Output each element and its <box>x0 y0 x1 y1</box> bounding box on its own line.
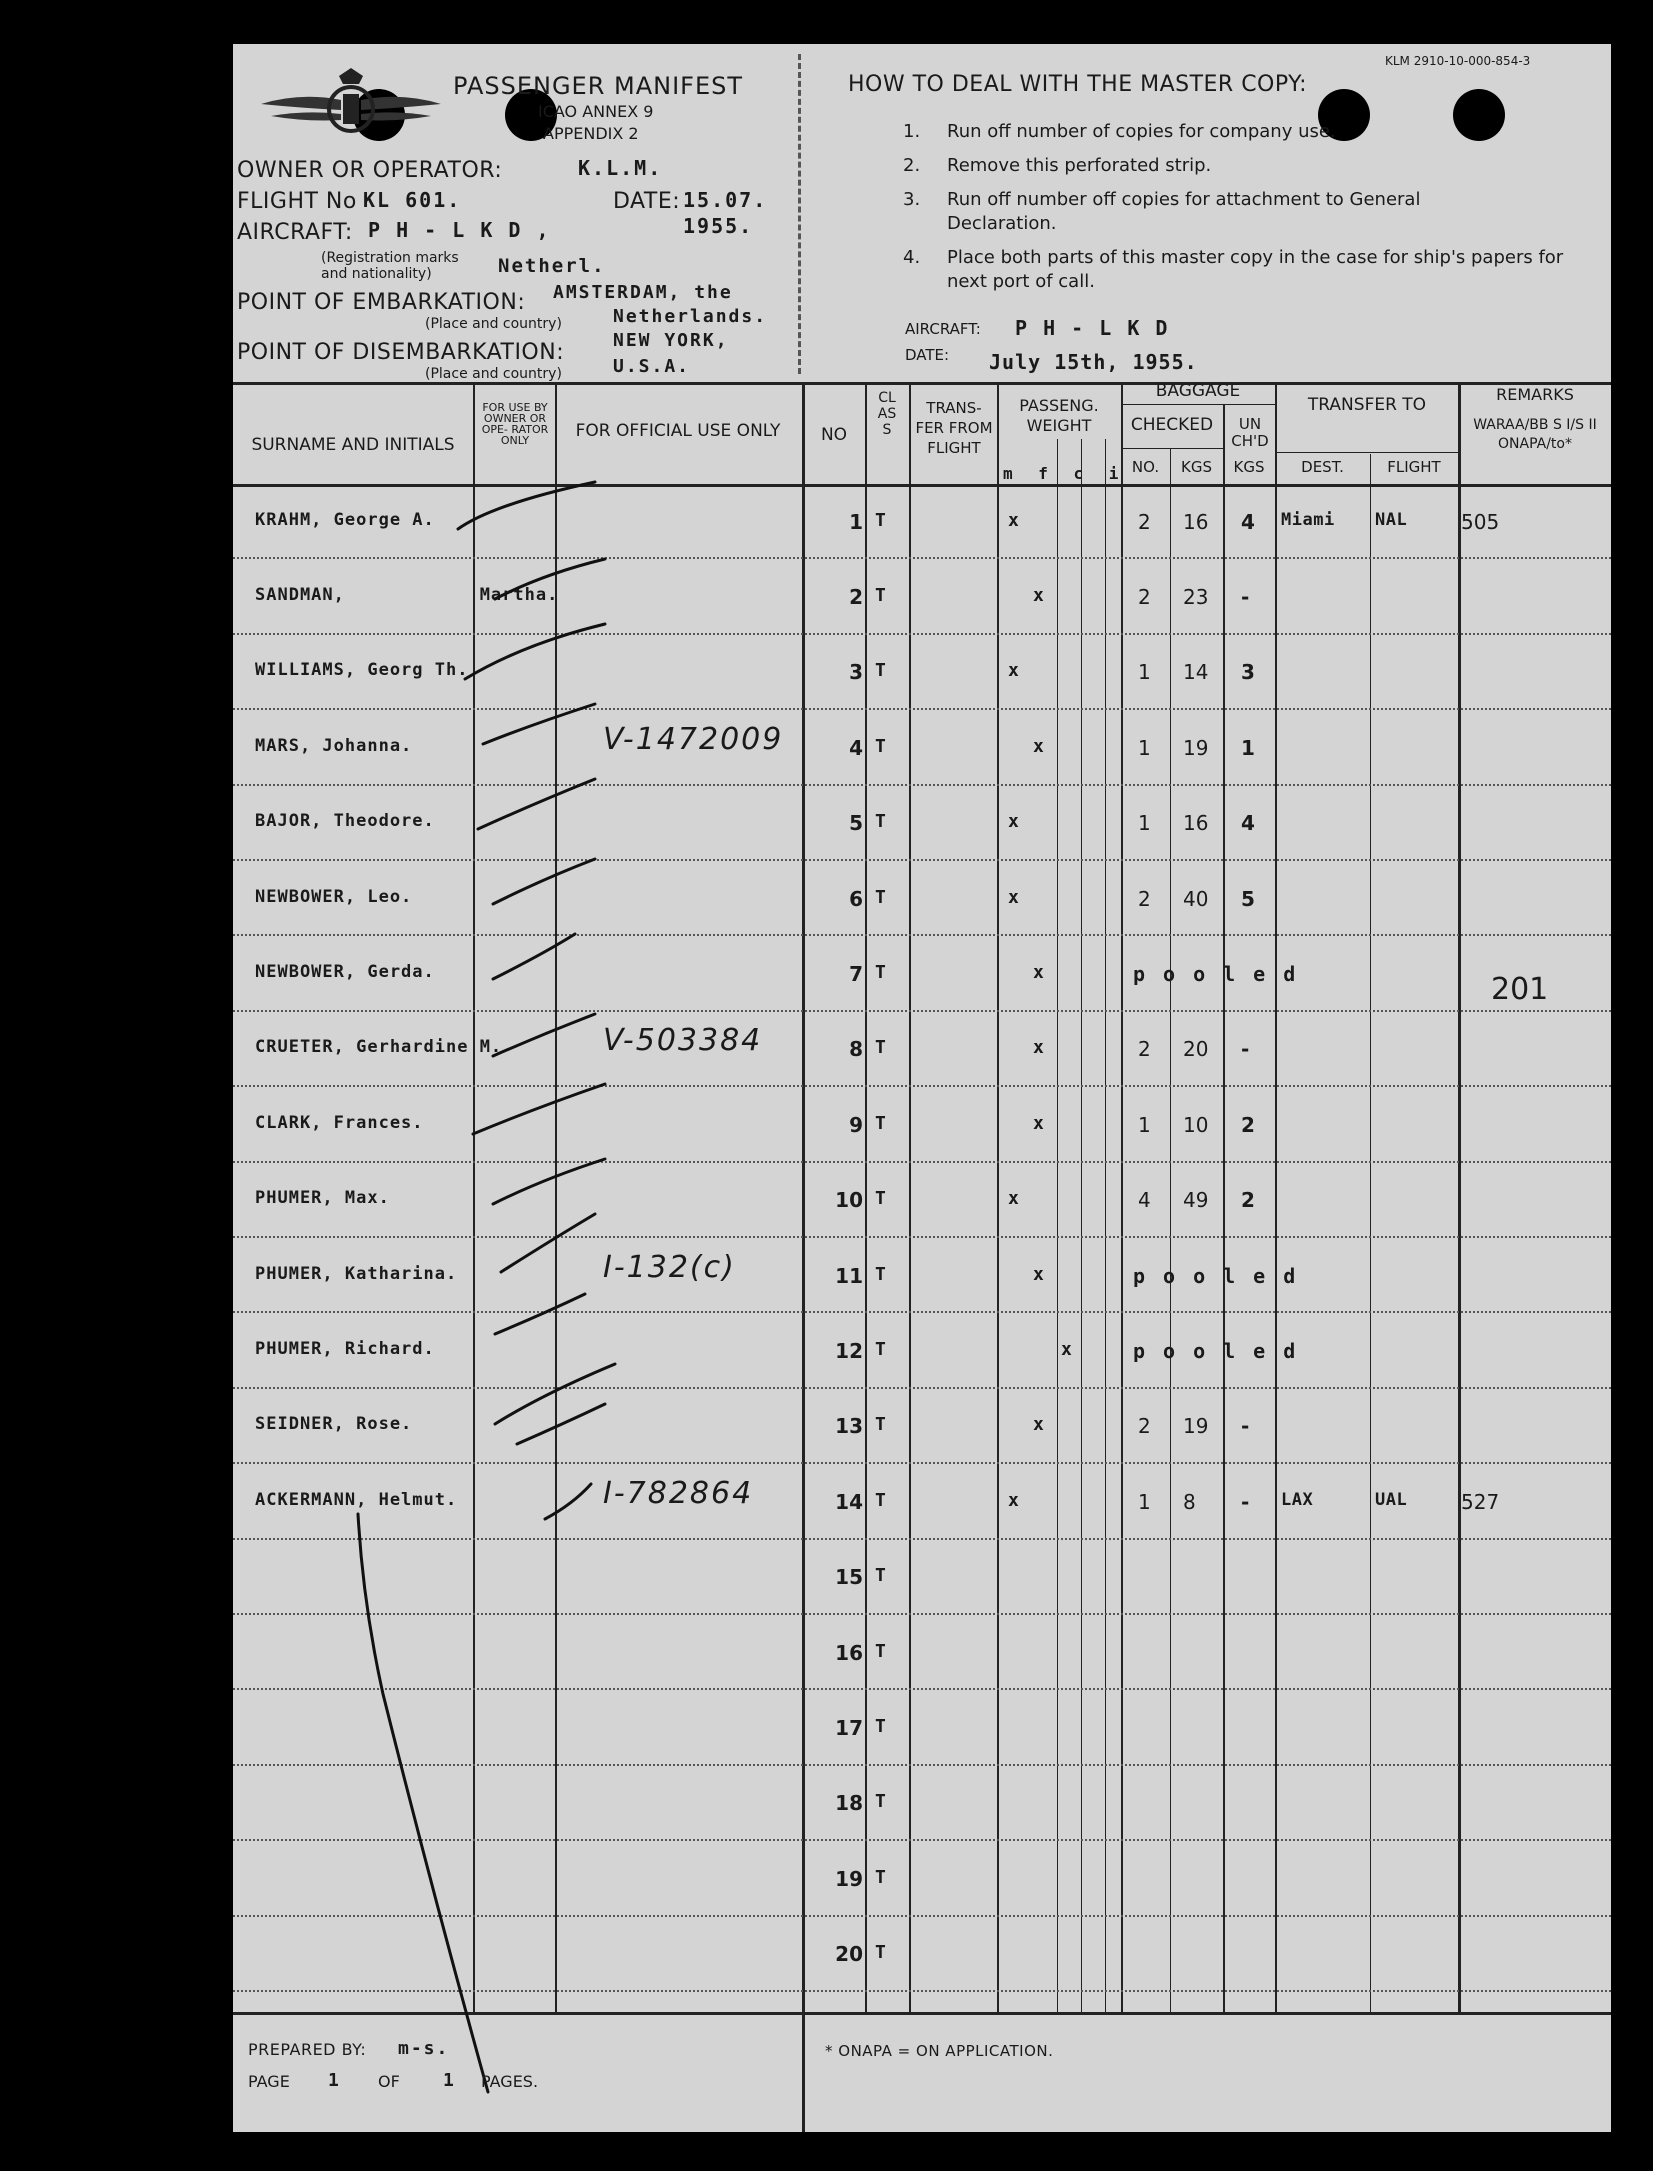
right-aircraft-label: AIRCRAFT: <box>905 320 981 338</box>
embark-value-2: Netherlands. <box>613 306 768 327</box>
table-row <box>233 936 1611 1011</box>
table-row <box>233 861 1611 936</box>
passenger-name: WILLIAMS, Georg Th. <box>255 660 469 681</box>
baggage-count: 1 <box>1138 811 1151 836</box>
instruction-text: Remove this perforated strip. <box>947 155 1212 176</box>
row-number: 17 <box>835 1716 863 1741</box>
baggage-count: 4 <box>1138 1188 1151 1213</box>
row-number: 3 <box>849 660 863 685</box>
row-class: T <box>875 1866 888 1888</box>
col-unchecked: UN CH'D <box>1231 415 1269 450</box>
row-number: 10 <box>835 1188 863 1213</box>
row-class: T <box>875 1640 888 1662</box>
passenger-name: CRUETER, Gerhardine M. <box>255 1037 503 1058</box>
baggage-count: 2 <box>1138 1037 1151 1062</box>
row-number: 7 <box>849 962 863 987</box>
baggage-pooled: pooled <box>1133 1263 1314 1288</box>
weight-mark: x <box>1033 962 1046 984</box>
passenger-name: PHUMER, Richard. <box>255 1339 435 1360</box>
row-class: T <box>875 1037 888 1059</box>
remarks-value: 527 <box>1461 1489 1500 1514</box>
embark-place-note: (Place and country) <box>425 316 562 332</box>
table-row <box>233 1087 1611 1162</box>
unchecked-kgs: - <box>1241 585 1250 610</box>
remarks-value: 201 <box>1491 972 1549 1008</box>
passenger-name: MARS, Johanna. <box>255 735 413 756</box>
row-class: T <box>875 1263 888 1285</box>
klm-logo <box>251 64 451 154</box>
disembark-place-note: (Place and country) <box>425 366 562 382</box>
page-label: PAGE <box>248 2072 290 2091</box>
instructions-list <box>903 120 1593 294</box>
prepared-label: PREPARED BY: <box>248 2040 367 2059</box>
row-class: T <box>875 1791 888 1813</box>
row-class: T <box>875 962 888 984</box>
row-class: T <box>875 1414 888 1436</box>
pages-label: PAGES. <box>481 2072 539 2091</box>
row-number: 8 <box>849 1037 863 1062</box>
weight-mark: x <box>1033 1263 1046 1285</box>
table-row <box>233 1766 1611 1841</box>
passenger-name: ACKERMANN, Helmut. <box>255 1489 458 1510</box>
row-number: 19 <box>835 1866 863 1891</box>
flight-value: KL 601. <box>363 188 462 212</box>
passenger-name: KRAHM, George A. <box>255 509 435 530</box>
weight-mark: x <box>1008 1188 1021 1210</box>
unchecked-kgs: - <box>1241 1489 1250 1514</box>
unchecked-kgs: 1 <box>1241 735 1255 760</box>
table-row <box>233 484 1611 559</box>
form-annex: ICAO ANNEX 9 <box>538 102 654 121</box>
baggage-count: 2 <box>1138 585 1151 610</box>
unchecked-kgs: 2 <box>1241 1112 1255 1137</box>
baggage-pooled: pooled <box>1133 962 1314 987</box>
baggage-kgs: 10 <box>1183 1112 1209 1137</box>
col-transfer-to: TRANSFER TO <box>1307 395 1427 415</box>
form-code: KLM 2910-10-000-854-3 <box>1385 54 1531 68</box>
table-row <box>233 1841 1611 1916</box>
instruction-text: Run off number of copies for company use. <box>947 121 1336 142</box>
col-bag-no: NO. <box>1131 458 1160 476</box>
row-class: T <box>875 1716 888 1738</box>
baggage-kgs: 14 <box>1183 660 1209 685</box>
table-row <box>233 1690 1611 1765</box>
table-row <box>233 1917 1611 1992</box>
official-use-value: V-503384 <box>603 1023 763 1059</box>
transfer-rule <box>1275 452 1458 453</box>
row-class: T <box>875 509 888 531</box>
row-number: 2 <box>849 585 863 610</box>
row-number: 15 <box>835 1565 863 1590</box>
row-number: 16 <box>835 1640 863 1665</box>
onapa-note: * ONAPA = ON APPLICATION. <box>825 2042 1054 2060</box>
baggage-count: 1 <box>1138 660 1151 685</box>
passenger-name: SANDMAN, Martha. <box>255 585 559 606</box>
flight-label: FLIGHT No <box>237 189 357 214</box>
col-remarks-sub: WARAA/BB S I/S II ONAPA/to* <box>1473 417 1597 452</box>
table-row <box>233 710 1611 785</box>
aircraft-label: AIRCRAFT: <box>237 220 353 245</box>
table-row <box>233 1238 1611 1313</box>
form-appendix: APPENDIX 2 <box>543 124 639 143</box>
passenger-name: NEWBOWER, Leo. <box>255 886 413 907</box>
col-official-use: FOR OFFICIAL USE ONLY <box>575 421 781 441</box>
unchecked-kgs: - <box>1241 1414 1250 1439</box>
reg-note-2: and nationality) <box>321 266 432 282</box>
weight-mark: x <box>1008 660 1021 682</box>
transfer-dest: LAX <box>1281 1489 1314 1510</box>
weight-mark: x <box>1008 1489 1021 1511</box>
perforation-line <box>798 54 801 374</box>
baggage-count: 1 <box>1138 735 1151 760</box>
baggage-kgs: 16 <box>1183 509 1209 534</box>
weight-mark: x <box>1033 1414 1046 1436</box>
table-row <box>233 1540 1611 1615</box>
row-class: T <box>875 1489 888 1511</box>
baggage-kgs: 49 <box>1183 1188 1209 1213</box>
of-label: OF <box>378 2072 400 2091</box>
prepared-value: m-s. <box>398 2038 450 2059</box>
col-dest: DEST. <box>1301 458 1344 476</box>
row-class: T <box>875 1339 888 1361</box>
passenger-name: CLARK, Frances. <box>255 1112 424 1133</box>
table-row <box>233 1163 1611 1238</box>
date-value-2: 1955. <box>683 214 754 238</box>
col-class: CLASS <box>877 390 897 438</box>
unchecked-kgs: 2 <box>1241 1188 1255 1213</box>
instruction-text: Place both parts of this master copy in the case for ship's papers for next port of call. <box>947 247 1564 292</box>
aircraft-value: P H - L K D , <box>368 218 551 242</box>
col-remarks: REMARKS <box>1496 385 1574 404</box>
passenger-name: PHUMER, Katharina. <box>255 1263 458 1284</box>
page-total: 1 <box>443 2070 456 2091</box>
weight-mark: x <box>1033 1112 1046 1134</box>
unchecked-kgs: - <box>1241 1037 1250 1062</box>
form-title: PASSENGER MANIFEST <box>453 72 744 100</box>
baggage-count: 2 <box>1138 509 1151 534</box>
reg-note-1: (Registration marks <box>321 250 459 266</box>
baggage-pooled: pooled <box>1133 1339 1314 1364</box>
owner-value: K.L.M. <box>578 156 663 180</box>
transfer-dest: Miami <box>1281 509 1335 530</box>
date-value-1: 15.07. <box>683 188 768 212</box>
embark-label: POINT OF EMBARKATION: <box>237 290 526 315</box>
weight-mark: x <box>1033 1037 1046 1059</box>
row-class: T <box>875 886 888 908</box>
col-weight-sub: m f c i <box>1003 464 1127 483</box>
col-unch-kgs: KGS <box>1233 458 1265 476</box>
passenger-name: PHUMER, Max. <box>255 1188 390 1209</box>
row-number: 9 <box>849 1112 863 1137</box>
baggage-kgs: 40 <box>1183 886 1209 911</box>
table-row <box>233 635 1611 710</box>
passenger-name: BAJOR, Theodore. <box>255 811 435 832</box>
col-no: NO <box>820 425 848 445</box>
row-number: 11 <box>835 1263 863 1288</box>
table-row <box>233 1012 1611 1087</box>
row-class: T <box>875 811 888 833</box>
baggage-kgs: 19 <box>1183 735 1209 760</box>
baggage-kgs: 8 <box>1183 1489 1196 1514</box>
baggage-kgs: 23 <box>1183 585 1209 610</box>
row-rule <box>233 1990 1611 1992</box>
row-number: 6 <box>849 886 863 911</box>
baggage-count: 2 <box>1138 886 1151 911</box>
row-class: T <box>875 1942 888 1964</box>
col-baggage: BAGGAGE <box>1155 381 1241 401</box>
unchecked-kgs: 4 <box>1241 509 1255 534</box>
row-number: 18 <box>835 1791 863 1816</box>
right-aircraft-value: P H - L K D <box>1015 316 1170 340</box>
disembark-value-2: U.S.A. <box>613 356 691 377</box>
table-top-border <box>233 382 1611 385</box>
col-checked: CHECKED <box>1130 415 1214 435</box>
row-number: 5 <box>849 811 863 836</box>
official-use-value: I-132(c) <box>603 1249 736 1285</box>
owner-label: OWNER OR OPERATOR: <box>237 158 503 183</box>
date-label: DATE: <box>613 189 681 214</box>
baggage-count: 2 <box>1138 1414 1151 1439</box>
col-flight: FLIGHT <box>1387 458 1441 476</box>
unchecked-kgs: 3 <box>1241 660 1255 685</box>
table-row <box>233 1464 1611 1539</box>
row-number: 20 <box>835 1942 863 1967</box>
nationality: Netherl. <box>498 255 606 277</box>
baggage-kgs: 16 <box>1183 811 1209 836</box>
row-class: T <box>875 1112 888 1134</box>
passenger-name: SEIDNER, Rose. <box>255 1414 413 1435</box>
instruction-number: 1. <box>903 121 921 142</box>
right-date-value: July 15th, 1955. <box>989 350 1198 374</box>
weight-mark: x <box>1008 509 1021 531</box>
row-class: T <box>875 660 888 682</box>
baggage-rule <box>1121 404 1275 405</box>
col-surname: SURNAME AND INITIALS <box>251 435 455 455</box>
row-number: 14 <box>835 1489 863 1514</box>
unchecked-kgs: 5 <box>1241 886 1255 911</box>
instructions-title: HOW TO DEAL WITH THE MASTER COPY: <box>848 72 1308 97</box>
transfer-flight: UAL <box>1375 1489 1408 1510</box>
table-bottom-border <box>233 2012 1611 2015</box>
instruction-number: 4. <box>903 247 921 268</box>
row-class: T <box>875 735 888 757</box>
disembark-value-1: NEW YORK, <box>613 330 729 351</box>
official-use-value: V-1472009 <box>603 721 784 757</box>
instruction-text: Run off number off copies for attachment to General Declaration. <box>947 189 1421 234</box>
weight-mark: x <box>1033 585 1046 607</box>
manifest-sheet <box>233 44 1611 2132</box>
remarks-value: 505 <box>1461 509 1500 534</box>
instruction-number: 2. <box>903 155 921 176</box>
row-number: 4 <box>849 735 863 760</box>
table-row <box>233 1389 1611 1464</box>
col-bag-kgs: KGS <box>1181 458 1212 476</box>
table-row <box>233 1313 1611 1388</box>
table-row <box>233 786 1611 861</box>
instruction-number: 3. <box>903 189 921 210</box>
passenger-name: NEWBOWER, Gerda. <box>255 962 435 983</box>
official-use-value: I-782864 <box>603 1475 754 1511</box>
unchecked-kgs: 4 <box>1241 811 1255 836</box>
baggage-count: 1 <box>1138 1112 1151 1137</box>
transfer-flight: NAL <box>1375 509 1408 530</box>
disembark-label: POINT OF DISEMBARKATION: <box>237 340 565 365</box>
row-number: 12 <box>835 1339 863 1364</box>
row-number: 1 <box>849 509 863 534</box>
baggage-kgs: 20 <box>1183 1037 1209 1062</box>
row-class: T <box>875 1565 888 1587</box>
table-row <box>233 559 1611 634</box>
table-row <box>233 1615 1611 1690</box>
baggage-count: 1 <box>1138 1489 1151 1514</box>
row-number: 13 <box>835 1414 863 1439</box>
baggage-kgs: 19 <box>1183 1414 1209 1439</box>
weight-mark: x <box>1033 735 1046 757</box>
row-class: T <box>875 1188 888 1210</box>
weight-mark: x <box>1008 811 1021 833</box>
embark-value-1: AMSTERDAM, the <box>553 282 733 303</box>
page-number: 1 <box>328 2070 341 2091</box>
passenger-rows <box>233 484 1611 2012</box>
row-class: T <box>875 585 888 607</box>
right-date-label: DATE: <box>905 346 950 364</box>
weight-mark: x <box>1061 1339 1074 1361</box>
col-passeng-weight: PASSENG. WEIGHT <box>1019 396 1099 435</box>
col-transfer-from: TRANS- FER FROM FLIGHT <box>915 399 993 457</box>
weight-mark: x <box>1008 886 1021 908</box>
col-owner-use: FOR USE BY OWNER OR OPE- RATOR ONLY <box>481 401 549 447</box>
baggage-rule <box>1121 448 1223 449</box>
